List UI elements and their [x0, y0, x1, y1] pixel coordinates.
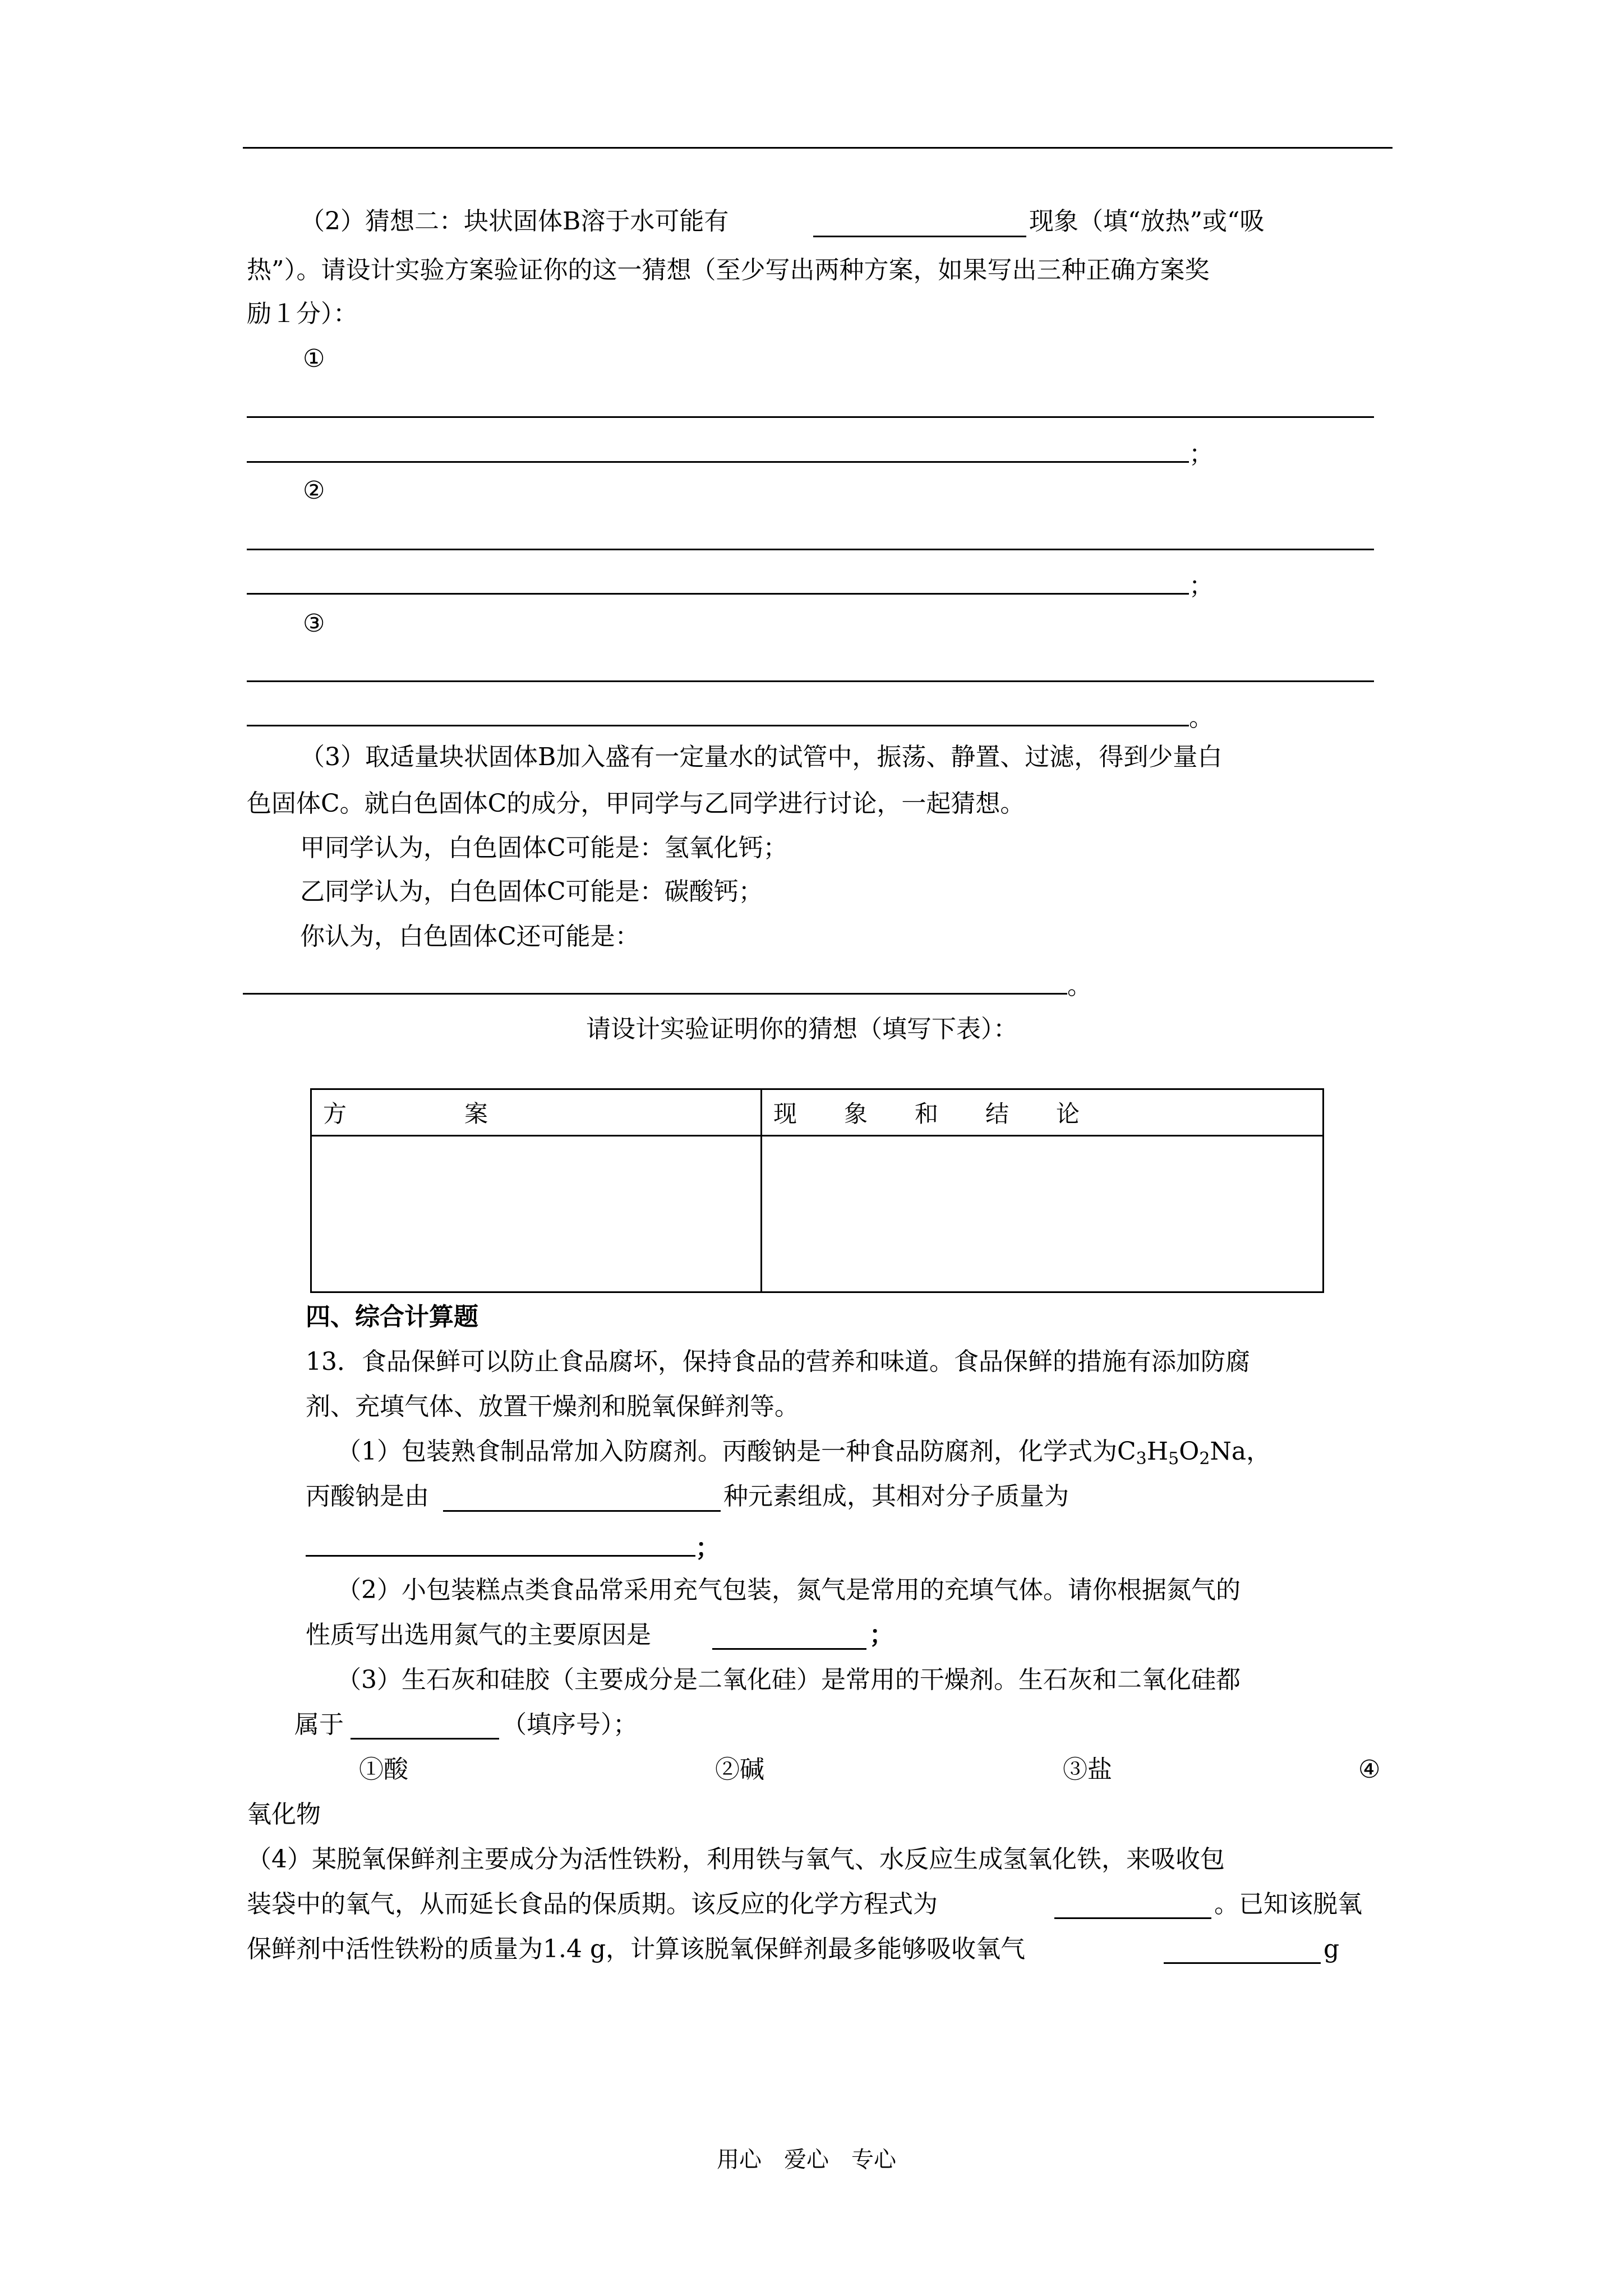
- q13-line2: 剂、充填气体、放置干燥剂和脱氧保鲜剂等。: [306, 1392, 799, 1421]
- p1-line1-text: （1）包装熟食制品常加入防腐剂。丙酸钠是一种食品防腐剂，化学式为: [336, 1437, 1117, 1466]
- p1-blank-elements[interactable]: [443, 1510, 721, 1512]
- table-cell-plan[interactable]: [311, 1136, 762, 1292]
- p3-blank-category[interactable]: [351, 1738, 499, 1740]
- table-header-plan: 方 案: [311, 1089, 762, 1136]
- table-header-result: 现 象 和 结 论: [762, 1089, 1324, 1136]
- p1-end: ；: [695, 1534, 720, 1562]
- p2-line1: （2）小包装糕点类食品常采用充气包装，氮气是常用的充填气体。请你根据氮气的: [336, 1576, 1241, 1604]
- p3-line2-a: 属于: [294, 1710, 344, 1739]
- formula-propionate: $C_3H_5O_2Na$: [1117, 1437, 1247, 1469]
- q2-line1-b: 现象（填“放热”或“吸: [1029, 207, 1265, 236]
- q2-answer-2-line-a[interactable]: [247, 549, 1374, 550]
- choice-base: ②碱: [715, 1755, 764, 1784]
- q2-answer-1-end: ；: [1189, 440, 1214, 468]
- choice-salt: ③盐: [1063, 1755, 1112, 1784]
- q3-jia: 甲同学认为，白色固体C可能是：氢氧化钙；: [300, 834, 788, 862]
- p4-line3-a: 保鲜剂中活性铁粉的质量为1.4 g，计算该脱氧保鲜剂最多能够吸收氧气: [247, 1935, 1026, 1963]
- table-cell-result[interactable]: [762, 1136, 1324, 1292]
- q3-line2: 色固体C。就白色固体C的成分，甲同学与乙同学进行讨论，一起猜想。: [247, 789, 1025, 818]
- choice-acid: ①酸: [359, 1755, 408, 1784]
- p3-line1: （3）生石灰和硅胶（主要成分是二氧化硅）是常用的干燥剂。生石灰和二氧化硅都: [336, 1665, 1241, 1694]
- p1-line2-b: 种元素组成，其相对分子质量为: [723, 1482, 1069, 1511]
- p4-line2-b: 。已知该脱氧: [1214, 1890, 1362, 1918]
- p4-line1: （4）某脱氧保鲜剂主要成分为活性铁粉，利用铁与氧气、水反应生成氢氧化铁，来吸收包: [247, 1845, 1225, 1874]
- q3-table-intro: 请设计实验证明你的猜想（填写下表）：: [586, 1015, 1018, 1043]
- q2-answer-3-line-b[interactable]: [247, 725, 1189, 726]
- q2-option-1: ①: [303, 344, 325, 373]
- q13-line1: 13．食品保鲜可以防止食品腐坏，保持食品的营养和味道。食品保鲜的措施有添加防腐: [306, 1347, 1250, 1376]
- header-rule: [243, 147, 1393, 149]
- q2-blank-phenomenon[interactable]: [813, 236, 1026, 237]
- q2-answer-3-end: 。: [1189, 703, 1214, 732]
- q3-answer-blank[interactable]: [243, 993, 1067, 995]
- q2-option-2: ②: [303, 476, 325, 505]
- q3-yi: 乙同学认为，白色固体C可能是：碳酸钙；: [300, 877, 763, 906]
- q2-answer-3-line-a[interactable]: [247, 680, 1374, 682]
- q2-line2: 热”）。请设计实验方案验证你的这一猜想（至少写出两种方案，如果写出三种正确方案奖: [247, 256, 1210, 284]
- q3-answer-end: 。: [1067, 972, 1092, 1000]
- q2-option-3: ③: [303, 609, 325, 638]
- q2-line1-a: （2）猜想二：块状固体B溶于水可能有: [300, 207, 729, 236]
- p1-line2-a: 丙酸钠是由: [306, 1482, 429, 1511]
- experiment-table: [310, 1088, 1324, 1293]
- p3-line2-b: （填序号）；: [502, 1710, 638, 1739]
- p2-line2: 性质写出选用氮气的主要原因是: [306, 1621, 651, 1649]
- p4-blank-oxygen[interactable]: [1164, 1962, 1321, 1964]
- q3-line1: （3）取适量块状固体B加入盛有一定量水的试管中，振荡、静置、过滤，得到少量白: [300, 743, 1223, 771]
- q2-answer-2-line-b[interactable]: [247, 593, 1189, 595]
- choice-oxide-cont: 氧化物: [247, 1800, 321, 1829]
- q2-answer-1-line-a[interactable]: [247, 416, 1374, 418]
- p2-end: ；: [869, 1621, 894, 1649]
- p4-blank-equation[interactable]: [1054, 1917, 1211, 1919]
- q2-answer-1-line-b[interactable]: [247, 461, 1189, 463]
- q2-answer-2-end: ；: [1189, 572, 1214, 600]
- q2-line3: 励１分）：: [247, 300, 358, 328]
- p1-blank-mass[interactable]: [306, 1555, 695, 1557]
- choice-oxide: ④: [1358, 1755, 1381, 1784]
- q3-ni: 你认为，白色固体C还可能是：: [300, 922, 640, 951]
- p2-blank-reason[interactable]: [712, 1648, 866, 1650]
- p1-line1: （1）包装熟食制品常加入防腐剂。丙酸钠是一种食品防腐剂，化学式为$C_3H_5O_2Na$，: [336, 1437, 1271, 1469]
- page-footer: 用心 爱心 专心: [717, 2147, 896, 2173]
- p4-line3-b: g: [1324, 1935, 1340, 1963]
- section4-title: 四、综合计算题: [306, 1303, 478, 1331]
- p4-line2-a: 装袋中的氧气，从而延长食品的保质期。该反应的化学方程式为: [247, 1890, 938, 1918]
